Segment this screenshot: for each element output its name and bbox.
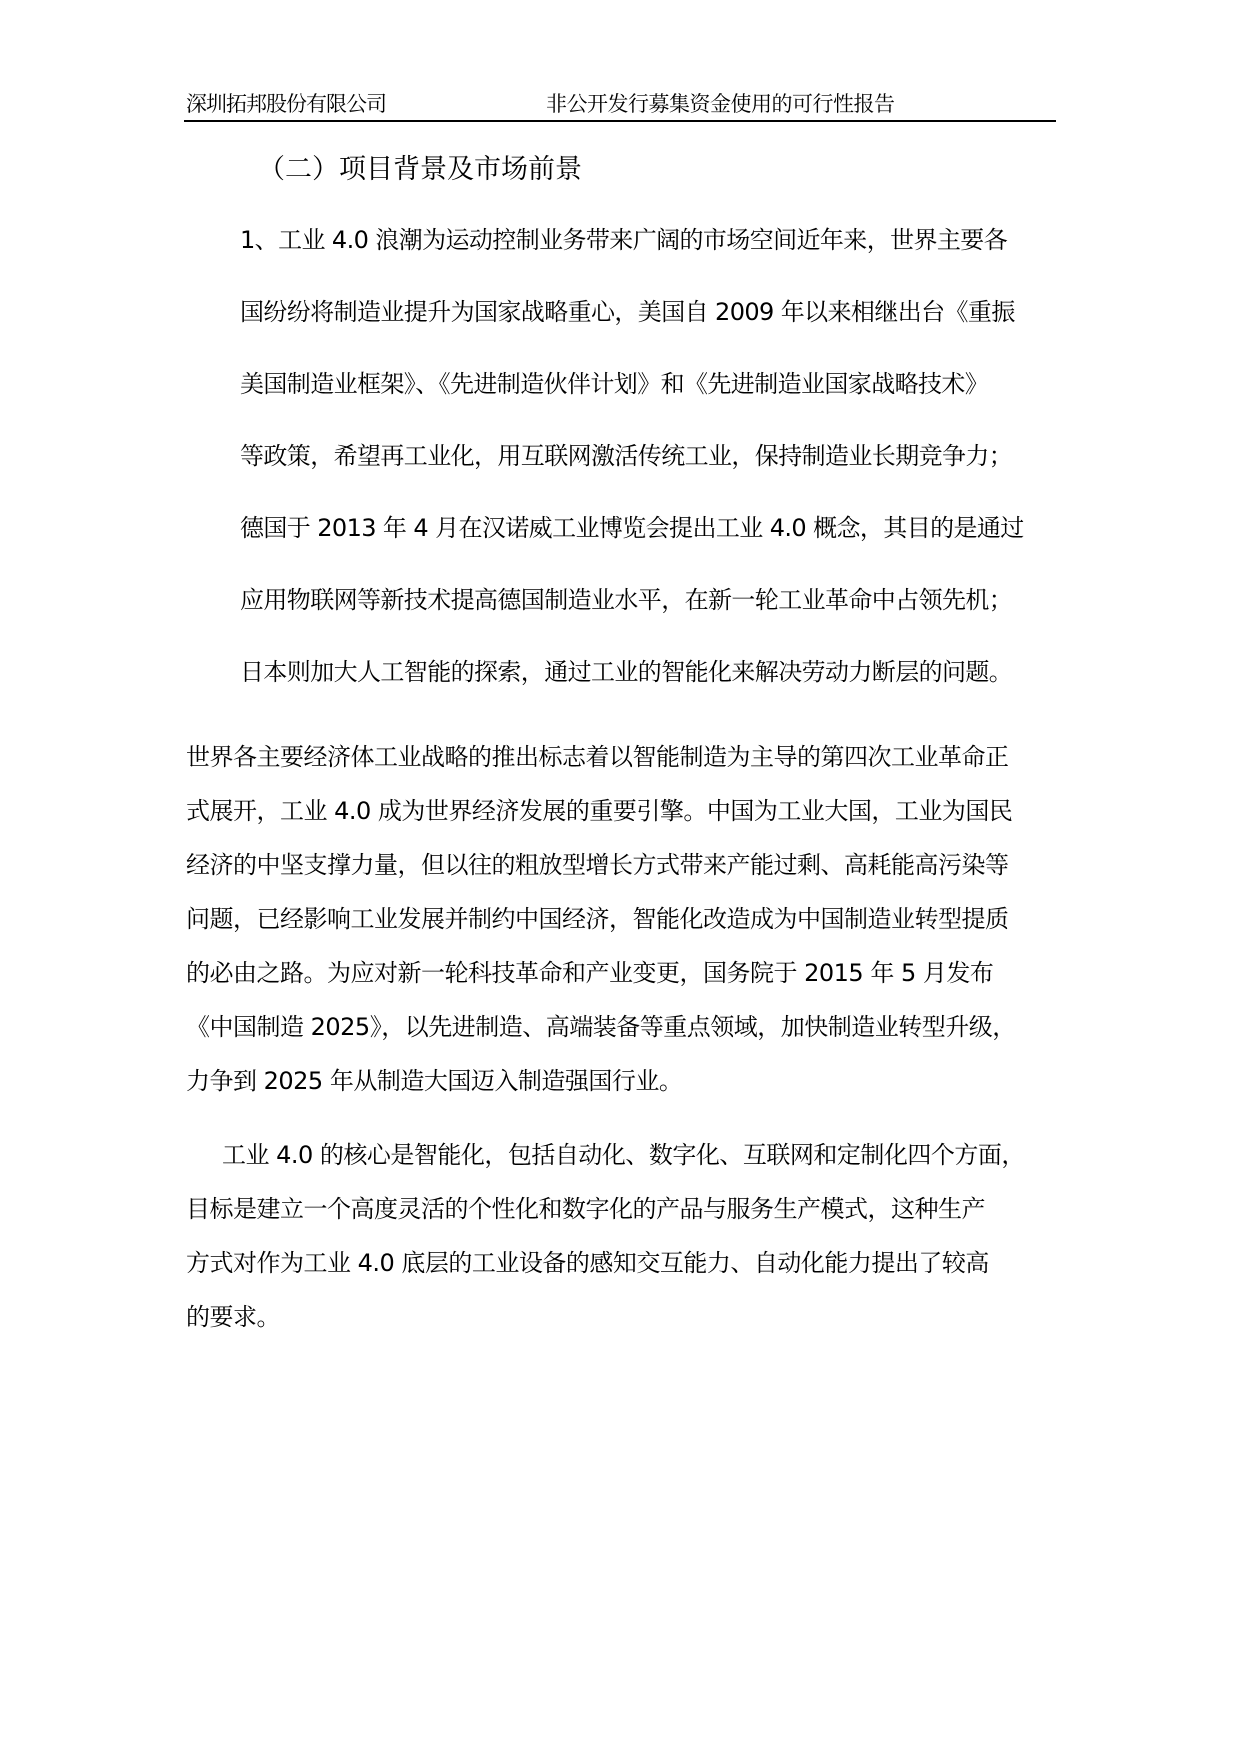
paragraph-line: 世界各主要经济体工业战略的推出标志着以智能制造为主导的第四次工业革命正 — [186, 743, 1009, 771]
paragraph-china-manufacturing-2025 — [186, 730, 1016, 1108]
paragraph-line: 等政策，希望再工业化，用互联网激活传统工业，保持制造业长期竞争力； — [240, 442, 1013, 470]
page-header — [184, 92, 1056, 122]
paragraph-line: 《中国制造 2025》，以先进制造、高端装备等重点领域，加快制造业转型升级， — [186, 1013, 1016, 1041]
paragraph-line: 经济的中坚支撑力量，但以往的粗放型增长方式带来产能过剩、高耗能高污染等 — [186, 851, 1009, 879]
paragraph-line: 式展开，工业 4.0 成为世界经济发展的重要引擎。中国为工业大国，工业为国民 — [186, 797, 1013, 825]
header-company-name: 深圳拓邦股份有限公司 — [186, 92, 386, 116]
paragraph-line: 应用物联网等新技术提高德国制造业水平，在新一轮工业革命中占领先机； — [240, 586, 1013, 614]
paragraph-line: 目标是建立一个高度灵活的个性化和数字化的产品与服务生产模式，这种生产 — [186, 1195, 985, 1223]
paragraph-line: 方式对作为工业 4.0 底层的工业设备的感知交互能力、自动化能力提出了较高 — [186, 1249, 989, 1277]
section-heading: （二）项目背景及市场前景 — [258, 154, 582, 185]
header-report-title: 非公开发行募集资金使用的可行性报告 — [546, 92, 895, 116]
paragraph-industry-4-core — [186, 1128, 1025, 1344]
paragraph-line: 工业 4.0 的核心是智能化，包括自动化、数字化、互联网和定制化四个方面， — [222, 1141, 1025, 1169]
paragraph-line: 1、工业 4.0 浪潮为运动控制业务带来广阔的市场空间近年来，世界主要各 — [240, 226, 1008, 254]
paragraph-line: 美国制造业框架》、《先进制造伙伴计划》和《先进制造业国家战略技术》 — [240, 370, 989, 398]
paragraph-line: 日本则加大人工智能的探索，通过工业的智能化来解决劳动力断层的问题。 — [240, 658, 1013, 686]
paragraph-line: 的要求。 — [186, 1303, 280, 1331]
paragraph-line: 国纷纷将制造业提升为国家战略重心，美国自 2009 年以来相继出台《重振 — [240, 298, 1015, 326]
paragraph-line: 德国于 2013 年 4 月在汉诺威工业博览会提出工业 4.0 概念，其目的是通过 — [240, 514, 1024, 542]
paragraph-line: 力争到 2025 年从制造大国迈入制造强国行业。 — [186, 1067, 683, 1095]
paragraph-line: 的必由之路。为应对新一轮科技革命和产业变更，国务院于 2015 年 5 月发布 — [186, 959, 994, 987]
paragraph-industry-4-opportunity — [240, 204, 1024, 708]
paragraph-line: 问题，已经影响工业发展并制约中国经济，智能化改造成为中国制造业转型提质 — [186, 905, 1009, 933]
